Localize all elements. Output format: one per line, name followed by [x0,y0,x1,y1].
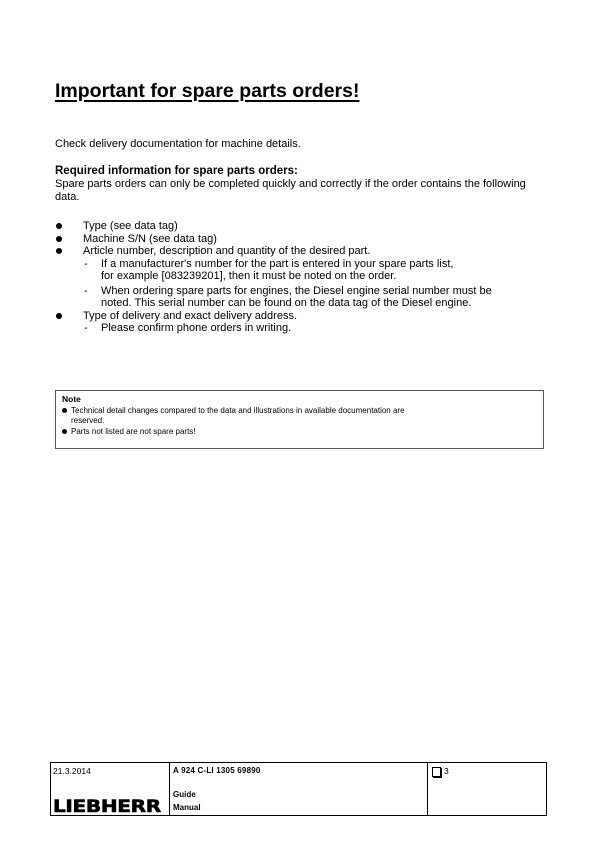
list-item-text: Machine S/N (see data tag) [83,232,217,245]
dash-icon: - [84,284,88,297]
footer-divider [427,763,428,815]
dash-icon: - [84,322,88,334]
note-item-line: reserved. [71,415,105,425]
list-item-text: Article number, description and quantity of the desired part. [83,245,371,257]
doc-type-guide: Guide [173,790,196,799]
intro-text: Check delivery documentation for machine details. [55,138,301,150]
bullet-icon [56,223,62,229]
required-text: Spare parts orders can only be completed quickly and correctly if the order contains the following data. [55,178,526,203]
bullet-icon [56,248,62,254]
page-box-icon [432,767,441,777]
sub-item-line: When ordering spare parts for engines, the Diesel engine serial number must be [101,284,492,297]
required-heading: Required information for spare parts orders: [55,165,298,177]
footer-table [50,762,547,816]
bullet-icon [56,236,62,242]
doc-type-manual: Manual [173,803,201,812]
list-item-text: Type (see data tag) [83,220,178,232]
sub-item-line: for example [083239201], then it must be noted on the order. [101,270,397,282]
bullet-icon [56,313,62,319]
list-item [55,245,545,258]
document-number: A 924 C-LI 1305 69890 [173,766,261,775]
requirements-list [55,220,545,335]
sub-item-line: If a manufacturer's number for the part is entered in your spare parts list, [101,257,454,270]
page-title: Important for spare parts orders! [55,80,360,102]
note-title: Note [62,394,81,404]
note-item-line: Parts not listed are not spare parts! [71,427,196,436]
note-item-line: Technical detail changes compared to the data and illustrations in available documentation are [71,406,405,415]
list-item [55,233,545,246]
sub-list-item [55,285,545,310]
sub-item-line: noted. This serial number can be found on the data tag of the Diesel engine. [101,297,472,309]
dash-icon: - [84,257,88,270]
bullet-icon [62,429,67,434]
sub-item-line: Please confirm phone orders in writing. [101,322,292,334]
footer-date: 21.3.2014 [53,766,91,776]
sub-list-item [55,322,545,335]
note-item [62,427,537,437]
page-number: 3 [444,766,449,776]
note-item [62,406,537,425]
liebherr-logo: LIEBHERR [53,797,161,817]
bullet-icon [62,408,67,413]
list-item [55,220,545,233]
list-item-text: Type of delivery and exact delivery address. [83,309,298,322]
list-item [55,310,545,323]
note-box [55,390,544,449]
sub-list-item [55,258,545,283]
footer-divider [169,763,170,815]
